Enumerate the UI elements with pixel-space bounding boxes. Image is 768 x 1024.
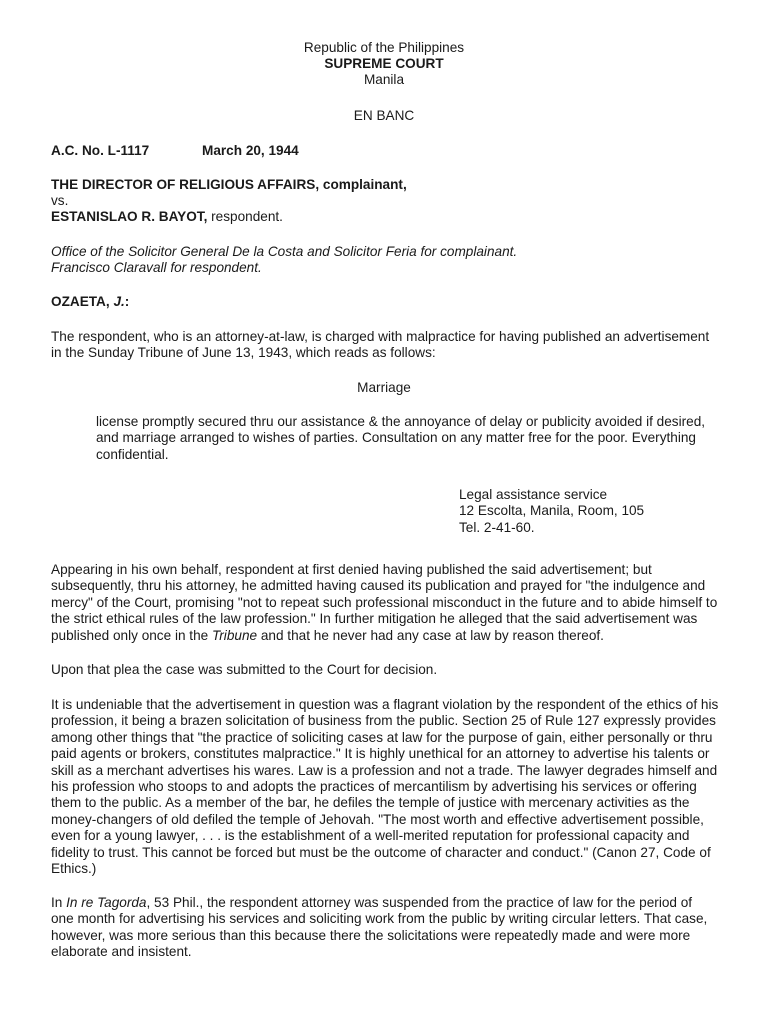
republic-heading: Republic of the Philippines	[303, 40, 465, 55]
paragraph-line: subsequently, thru his attorney, he admitted having caused its publication and prayed for "the indulgence and	[51, 578, 706, 594]
respondent-role: respondent.	[207, 209, 283, 224]
respondent-line	[51, 209, 283, 225]
complainant-line: THE DIRECTOR OF RELIGIOUS AFFAIRS, complainant,	[51, 177, 407, 192]
versus-line: vs.	[51, 193, 69, 208]
contact-line: 12 Escolta, Manila, Room, 105	[459, 503, 645, 519]
paragraph-line: in the Sunday Tribune of June 13, 1943, which reads as follows:	[51, 345, 436, 361]
paragraph-line: money-changers of old defiled the temple of Jehovah. "The most worth and effective advertisement possible,	[51, 811, 704, 827]
ponente-suffix: :	[124, 294, 130, 309]
ponente-title: J.	[113, 294, 125, 309]
paragraph-submission: Upon that plea the case was submitted to the Court for decision.	[51, 662, 438, 677]
city-heading: Manila	[363, 72, 405, 87]
paragraph-line: the strict ethical rules of the law profession." In further mitigation he alleged that the said advertisement was	[51, 611, 698, 627]
paragraph-plea	[51, 562, 731, 644]
respondent-name: ESTANISLAO R. BAYOT,	[51, 209, 208, 224]
paragraph-charge	[51, 329, 731, 362]
division-heading: EN BANC	[353, 108, 415, 123]
line-text: and that he never had any case at law by reason thereof.	[257, 627, 604, 643]
paragraph-line: mercy" of the Court, promising "not to repeat such professional misconduct in the future and to abide himself to	[51, 594, 718, 610]
paragraph-line	[51, 895, 731, 911]
paragraph-line: among other things that "the practice of soliciting cases at law for the purpose of gain, either personally or thru	[51, 729, 713, 745]
paragraph-line: his profession who stoops to and adopts the practices of mercantilism by advertising his services or offering	[51, 779, 697, 795]
paragraph-line: even for a young lawyer, . . . is the establishment of a well-merited reputation for professional capacity and	[51, 828, 690, 844]
counsel-complainant: Office of the Solicitor General De la Costa and Solicitor Feria for complainant.	[51, 244, 518, 259]
paragraph-line: them to the public. As a member of the bar, he defiles the temple of justice with mercenary activities as the	[51, 795, 690, 811]
advertisement-contact	[459, 487, 644, 536]
counsel-respondent: Francisco Claravall for respondent.	[51, 260, 262, 275]
line-text: In	[51, 895, 67, 910]
advertisement-heading: Marriage	[357, 380, 411, 395]
paragraph-line: skill as a merchant advertises his wares. Law is a profession and not a trade. The lawyer degrades himself and	[51, 762, 718, 778]
tagorda-italic: In re Tagorda	[66, 895, 147, 910]
advertisement-line: license promptly secured thru our assistance & the annoyance of delay or publicity avoided if desired,	[96, 414, 706, 429]
advertisement-body	[96, 414, 705, 463]
paragraph-line: Ethics.)	[51, 861, 97, 877]
paragraph-tagorda	[51, 895, 731, 961]
court-heading: SUPREME COURT	[324, 56, 444, 71]
advertisement-line: and marriage arranged to wishes of parties. Consultation on any matter free for the poor. Everything	[96, 430, 696, 446]
line-text: published only once in the	[51, 627, 212, 643]
case-number: A.C. No. L-1117	[51, 143, 150, 158]
contact-line: Tel. 2-41-60.	[459, 519, 535, 535]
case-date: March 20, 1944	[202, 143, 299, 158]
line-text: , 53 Phil., the respondent attorney was suspended from the practice of law for the period of	[146, 895, 693, 910]
paragraph-line: It is undeniable that the advertisement in question was a flagrant violation by the respondent of the ethics of his	[51, 697, 719, 712]
paragraph-violation	[51, 697, 731, 877]
paragraph-line: profession, it being a brazen solicitation of business from the public. Section 25 of Rule 127 expressly provides	[51, 713, 716, 729]
paragraph-line: Appearing in his own behalf, respondent at first denied having published the said advertisement; but	[51, 562, 652, 577]
ponente-name: OZAETA,	[51, 294, 114, 309]
paragraph-line: one month for advertising his services and soliciting work from the public by writing circular letters. That case,	[51, 911, 708, 927]
paragraph-line: paid agents or brokers, constitutes malpractice." It is highly unethical for an attorney to advertise his talents or	[51, 746, 710, 762]
paragraph-line: fidelity to trust. This cannot be forced but must be the outcome of character and conduct." (Canon 27, Code of	[51, 844, 711, 860]
paragraph-line: however, was more serious than this because there the solicitations were repeatedly made and were more	[51, 927, 691, 943]
paragraph-line	[51, 628, 731, 644]
advertisement-line: confidential.	[96, 446, 169, 462]
contact-line: Legal assistance service	[459, 487, 608, 502]
paragraph-line: The respondent, who is an attorney-at-law, is charged with malpractice for having published an advertisement	[51, 329, 710, 344]
tribune-italic: Tribune	[211, 627, 258, 643]
ponente	[51, 294, 129, 310]
paragraph-line: elaborate and insistent.	[51, 944, 192, 960]
